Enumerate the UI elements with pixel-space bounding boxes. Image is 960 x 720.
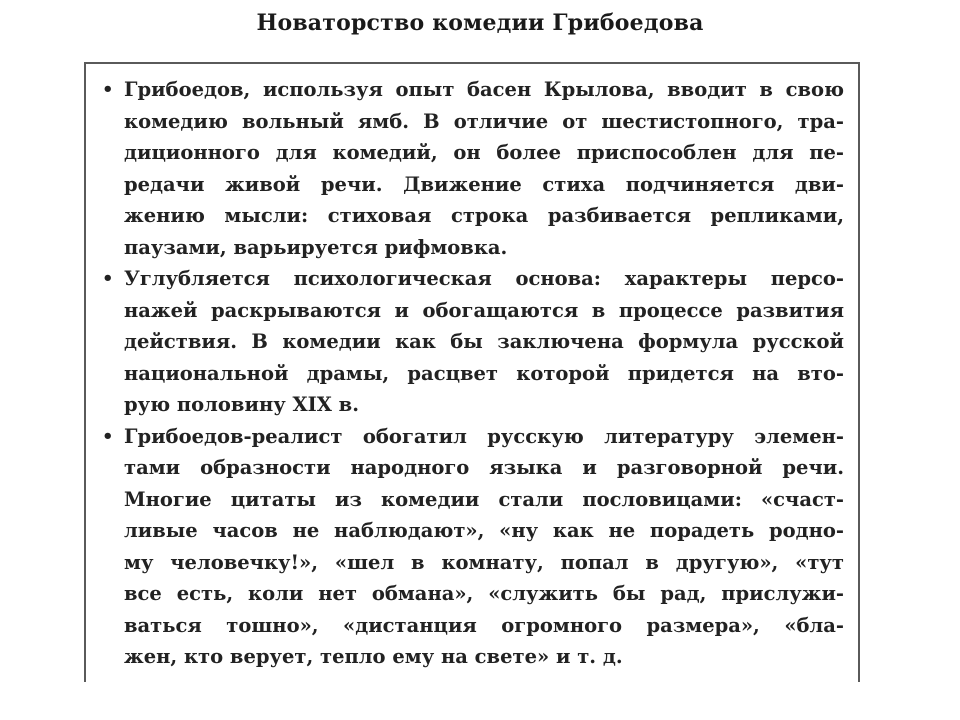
bullet-list xyxy=(100,74,844,673)
text-line: все есть, коли нет обмана», «служить бы рад, прислужи- xyxy=(124,582,844,605)
text-line: комедию вольный ямб. В отличие от шестистопного, тра- xyxy=(124,109,844,133)
bullet-icon: • xyxy=(102,425,114,447)
text-line: редачи живой речи. Движение стиха подчиняется дви- xyxy=(124,172,844,196)
text-line: ливые часов не наблюдают», «ну как не порадеть родно- xyxy=(124,519,844,542)
text-line: национальной драмы, расцвет которой придется на вто- xyxy=(124,361,844,385)
text-line: нажей раскрываются и обогащаются в процессе развития xyxy=(124,298,844,322)
text-line: тами образности народного языка и разговорной речи. xyxy=(124,456,844,479)
page-title: Новаторство комедии Грибоедова xyxy=(256,10,704,36)
text-line: Грибоедов-реалист обогатил русскую литературу элемен- xyxy=(124,424,844,448)
list-item-versification xyxy=(100,74,844,263)
list-item-psychology xyxy=(100,263,844,421)
text-line: рую половину XIX в. xyxy=(124,393,359,416)
text-line: Многие цитаты из комедии стали пословицами: «счаст- xyxy=(124,487,844,511)
text-line: Углубляется психологическая основа: характеры персо- xyxy=(124,267,844,290)
bullet-icon: • xyxy=(102,268,114,289)
text-line: Грибоедов, используя опыт басен Крылова, вводит в свою xyxy=(124,78,844,101)
text-line: му человечку!», «шел в комнату, попал в другую», «тут xyxy=(124,550,844,574)
text-line: жен, кто верует, тепло ему на свете» и т. д. xyxy=(124,645,623,668)
text-line: ваться тошно», «дистанция огромного размера», «бла- xyxy=(124,613,844,637)
text-line: диционного для комедий, он более приспособлен для пе- xyxy=(124,141,844,164)
text-line: действия. В комедии как бы заключена формула русской xyxy=(124,330,844,353)
bullet-icon: • xyxy=(102,79,114,100)
text-line: паузами, варьируется рифмовка. xyxy=(124,235,508,259)
list-item-language xyxy=(100,421,844,673)
text-line: жению мысли: стиховая строка разбивается репликами, xyxy=(124,204,844,227)
